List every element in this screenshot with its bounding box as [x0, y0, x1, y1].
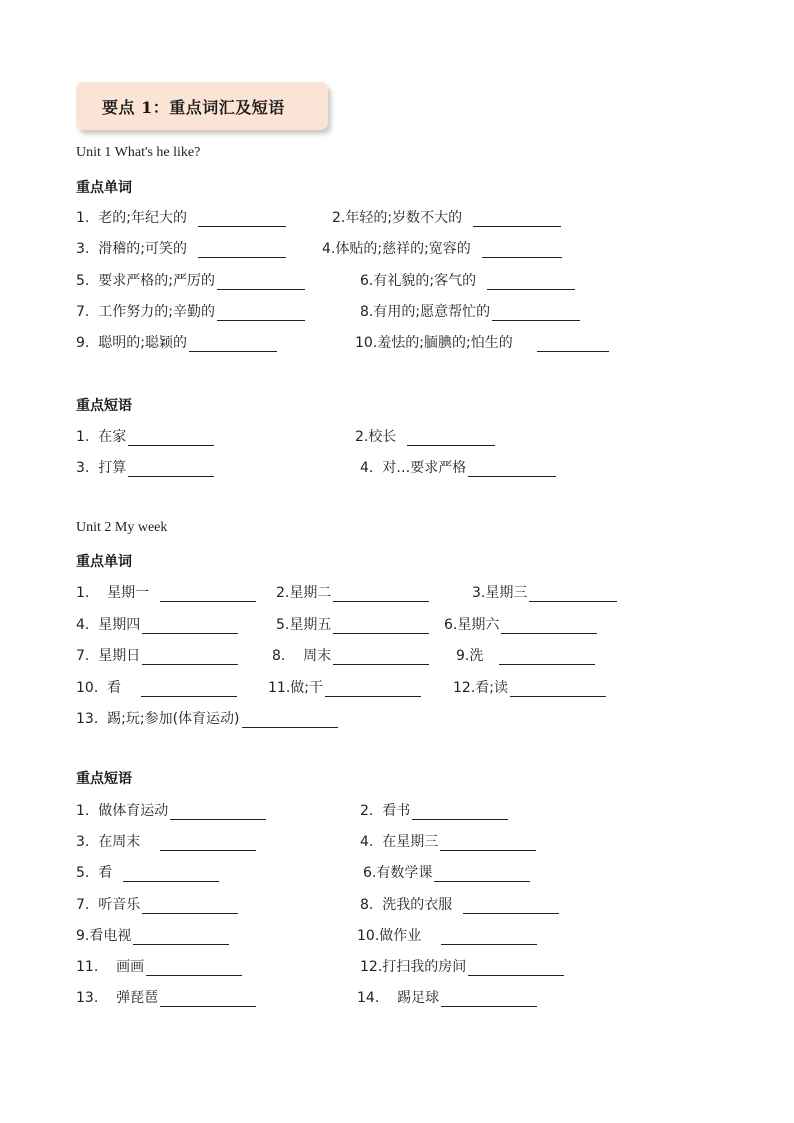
vocab-item	[272, 645, 429, 665]
vocab-item	[360, 831, 536, 851]
vocab-prompt: 7. 工作努力的;辛勤的	[76, 303, 215, 320]
section-heading-text: 要点 1：重点词汇及短语	[102, 97, 285, 117]
answer-blank[interactable]	[468, 959, 564, 976]
answer-blank[interactable]	[468, 460, 556, 477]
answer-blank[interactable]	[487, 273, 575, 290]
vocab-prompt: 8. 洗我的衣服	[360, 896, 462, 913]
worksheet-row	[0, 207, 794, 229]
answer-blank[interactable]	[146, 959, 242, 976]
answer-blank[interactable]	[133, 928, 229, 945]
vocab-prompt: 5. 看	[76, 865, 122, 882]
answer-blank[interactable]	[441, 928, 537, 945]
answer-blank[interactable]	[217, 273, 305, 290]
vocab-prompt: 3.星期三	[472, 585, 528, 601]
vocab-prompt: 6.有数学课	[363, 865, 433, 882]
section-label: 重点单词	[76, 554, 132, 570]
answer-blank[interactable]	[160, 990, 256, 1007]
vocab-prompt: 8. 周末	[272, 648, 332, 664]
worksheet-row	[0, 831, 794, 853]
answer-blank[interactable]	[333, 617, 429, 634]
vocab-prompt: 1. 老的;年纪大的	[76, 210, 196, 226]
vocab-prompt: 5.星期五	[276, 616, 332, 633]
vocab-item	[360, 894, 559, 914]
vocab-prompt: 3. 打算	[76, 460, 127, 476]
vocab-prompt: 2.年轻的;岁数不大的	[332, 210, 471, 226]
vocab-prompt: 4. 星期四	[76, 616, 141, 633]
vocab-prompt: 12.看;读	[453, 679, 508, 696]
worksheet-row	[0, 925, 794, 947]
answer-blank[interactable]	[501, 617, 597, 634]
answer-blank[interactable]	[189, 335, 277, 352]
answer-blank[interactable]	[492, 304, 580, 321]
vocab-prompt: 3. 滑稽的;可笑的	[76, 241, 196, 258]
vocab-prompt: 2.星期二	[276, 585, 332, 601]
vocab-item	[76, 987, 256, 1007]
answer-blank[interactable]	[123, 865, 219, 882]
worksheet-row	[0, 457, 794, 479]
section-label: 重点单词	[76, 180, 132, 196]
vocab-prompt: 6.星期六	[444, 616, 500, 633]
worksheet-row	[0, 645, 794, 667]
vocab-item	[360, 956, 564, 976]
answer-blank[interactable]	[325, 680, 421, 697]
vocab-prompt: 3. 在周末	[76, 834, 159, 851]
vocab-prompt: 2.校长	[355, 429, 406, 445]
vocab-item	[332, 207, 561, 227]
vocab-prompt: 8.有用的;愿意帮忙的	[360, 303, 491, 320]
worksheet-row	[0, 677, 794, 699]
vocab-item	[360, 270, 575, 290]
answer-blank[interactable]	[412, 803, 508, 820]
worksheet-row	[0, 862, 794, 884]
vocab-item	[76, 800, 266, 820]
vocab-prompt: 10.做作业	[357, 927, 440, 944]
vocab-prompt: 10. 看	[76, 679, 139, 696]
vocab-item	[76, 645, 238, 665]
answer-blank[interactable]	[434, 865, 530, 882]
worksheet-row	[0, 800, 794, 822]
vocab-item	[76, 708, 338, 728]
answer-blank[interactable]	[473, 210, 561, 227]
vocab-item	[360, 457, 556, 477]
answer-blank[interactable]	[529, 585, 617, 602]
vocab-item	[363, 862, 530, 882]
vocab-prompt: 9.洗	[456, 648, 497, 664]
vocab-prompt: 2. 看书	[360, 803, 411, 819]
answer-blank[interactable]	[160, 834, 256, 851]
answer-blank[interactable]	[170, 803, 266, 820]
vocab-item	[76, 925, 229, 945]
vocab-item	[76, 457, 214, 477]
answer-blank[interactable]	[482, 241, 562, 258]
worksheet-row	[0, 332, 794, 354]
worksheet-row	[0, 582, 794, 604]
vocab-prompt: 9. 聪明的;聪颖的	[76, 335, 187, 352]
vocab-item	[76, 426, 214, 446]
vocab-item	[76, 270, 305, 290]
section-heading	[76, 82, 328, 130]
vocab-item	[456, 645, 595, 665]
answer-blank[interactable]	[242, 711, 338, 728]
vocab-prompt: 6.有礼貌的;客气的	[360, 272, 485, 289]
vocab-item	[268, 677, 421, 697]
vocab-prompt: 7. 听音乐	[76, 896, 141, 913]
vocab-item	[76, 614, 238, 634]
vocab-item	[76, 862, 219, 882]
vocab-prompt: 4.体贴的;慈祥的;宽容的	[322, 241, 480, 258]
vocab-item	[76, 238, 286, 258]
answer-blank[interactable]	[142, 617, 238, 634]
worksheet-row	[0, 426, 794, 448]
unit-title: Unit 2 My week	[76, 520, 168, 535]
answer-blank[interactable]	[463, 897, 559, 914]
answer-blank[interactable]	[499, 648, 595, 665]
vocab-item	[76, 677, 237, 697]
answer-blank[interactable]	[333, 585, 429, 602]
worksheet-row	[0, 270, 794, 292]
vocab-prompt: 5. 要求严格的;严厉的	[76, 272, 215, 289]
vocab-item	[76, 207, 286, 227]
answer-blank[interactable]	[142, 648, 238, 665]
worksheet-row	[0, 238, 794, 260]
answer-blank[interactable]	[198, 241, 286, 258]
answer-blank[interactable]	[128, 460, 214, 477]
vocab-item	[76, 831, 256, 851]
vocab-prompt: 7. 星期日	[76, 648, 141, 664]
answer-blank[interactable]	[407, 429, 495, 446]
worksheet-row	[0, 987, 794, 1009]
answer-blank[interactable]	[441, 990, 537, 1007]
vocab-item	[360, 301, 580, 321]
vocab-prompt: 11. 画画	[76, 959, 145, 975]
vocab-item	[322, 238, 562, 258]
vocab-item	[360, 800, 508, 820]
worksheet-row	[0, 301, 794, 323]
vocab-item	[355, 332, 609, 352]
vocab-item	[444, 614, 597, 634]
vocab-prompt: 11.做;干	[268, 679, 323, 696]
worksheet-row	[0, 894, 794, 916]
vocab-prompt: 14. 踢足球	[357, 990, 440, 1007]
answer-blank[interactable]	[333, 648, 429, 665]
vocab-prompt: 4. 对…要求严格	[360, 460, 467, 476]
vocab-item	[357, 925, 537, 945]
unit-title: Unit 1 What's he like?	[76, 145, 201, 160]
answer-blank[interactable]	[440, 834, 536, 851]
answer-blank[interactable]	[160, 585, 256, 602]
vocab-prompt: 4. 在星期三	[360, 834, 439, 851]
vocab-item	[76, 956, 242, 976]
answer-blank[interactable]	[142, 897, 238, 914]
vocab-item	[276, 614, 429, 634]
worksheet-row	[0, 614, 794, 636]
vocab-prompt: 1. 星期一	[76, 585, 159, 601]
vocab-prompt: 1. 在家	[76, 429, 127, 445]
answer-blank[interactable]	[141, 680, 237, 697]
answer-blank[interactable]	[128, 429, 214, 446]
vocab-prompt: 13. 弹琵琶	[76, 990, 159, 1007]
vocab-item	[76, 582, 256, 602]
vocab-prompt: 10.羞怯的;腼腆的;怕生的	[355, 335, 535, 352]
answer-blank[interactable]	[510, 680, 606, 697]
vocab-prompt: 12.打扫我的房间	[360, 959, 467, 975]
section-label: 重点短语	[76, 771, 132, 787]
worksheet-row	[0, 708, 794, 730]
vocab-prompt: 9.看电视	[76, 927, 132, 944]
vocab-item	[76, 894, 238, 914]
worksheet-row	[0, 956, 794, 978]
vocab-item	[76, 332, 277, 352]
answer-blank[interactable]	[198, 210, 286, 227]
vocab-prompt: 1. 做体育运动	[76, 803, 169, 819]
answer-blank[interactable]	[217, 304, 305, 321]
vocab-item	[357, 987, 537, 1007]
vocab-prompt: 13. 踢;玩;参加(体育运动)	[76, 711, 240, 727]
vocab-item	[355, 426, 495, 446]
vocab-item	[76, 301, 305, 321]
vocab-item	[276, 582, 429, 602]
section-label: 重点短语	[76, 398, 132, 414]
vocab-item	[453, 677, 606, 697]
answer-blank[interactable]	[537, 335, 609, 352]
vocab-item	[472, 582, 617, 602]
